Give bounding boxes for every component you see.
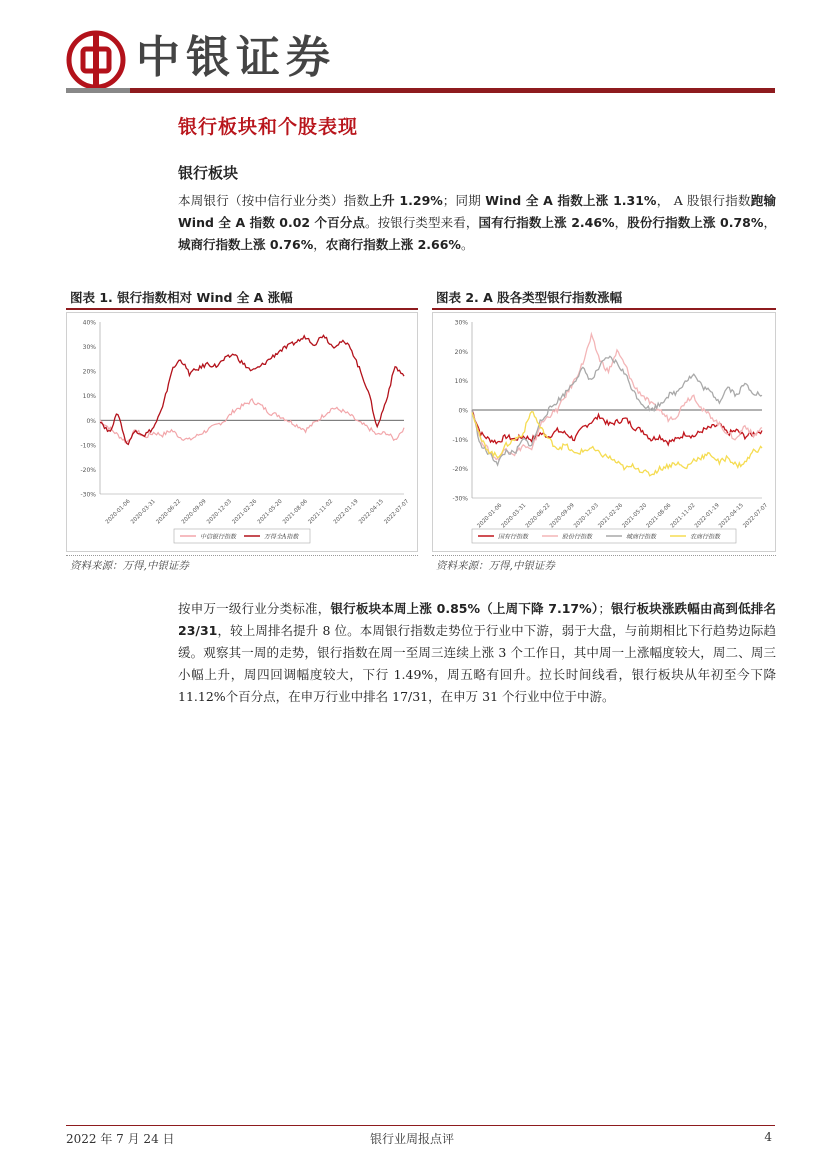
x-tick-label: 2020-12-03 [206,498,233,526]
x-tick-label: 2021-11-02 [307,498,335,526]
series-line [100,399,404,443]
brand-name: 中银证券 [136,32,336,83]
bank-of-china-logo-icon [66,30,126,90]
figure1-source: 资料来源：万得,中银证券 [70,560,189,572]
figure1-bottom-rule [66,555,418,556]
x-tick-label: 2022-07-07 [383,498,411,526]
figure2-title: 图表 2. A 股各类型银行指数涨幅 [436,290,623,305]
y-tick-label: -30% [452,495,468,503]
x-tick-label: 2022-01-19 [332,498,360,526]
x-tick-label: 2021-11-02 [669,502,697,530]
y-tick-label: 10% [82,393,96,401]
paragraph1-segment: ， [313,237,326,252]
y-tick-label: 10% [454,378,468,386]
series-line [472,356,762,465]
x-tick-label: 2020-06-22 [155,498,183,526]
legend-label: 中信银行指数 [200,533,237,541]
paragraph1-segment: 跑输 Wind 全 A 指数 0.02 个百分点 [178,193,776,230]
paragraph1-segment: ；同期 [442,193,486,208]
chart-bank-types [432,312,776,552]
x-tick-label: 2022-04-15 [718,502,745,530]
x-tick-label: 2021-08-06 [645,502,673,530]
series-line [472,412,762,476]
footer-rule [66,1125,775,1126]
legend-label: 国有行指数 [498,533,529,541]
y-tick-label: 30% [82,344,96,352]
y-tick-label: 40% [82,319,96,327]
figure1-title: 图表 1. 银行指数相对 Wind 全 A 涨幅 [70,290,293,305]
x-tick-label: 2021-02-26 [597,502,625,530]
paragraph-sector-ranking [178,598,776,708]
y-tick-label: -10% [452,436,468,444]
y-tick-label: -20% [80,466,96,474]
footer-report-title: 银行业周报点评 [370,1132,455,1146]
page-number: 4 [764,1130,772,1144]
footer-date: 2022 年 7 月 24 日 [66,1132,175,1146]
sub-title: 银行板块 [178,164,239,182]
legend-label: 城商行指数 [626,533,657,541]
paragraph2-segment: 银行板块涨跌幅由高到低排名 23/31 [178,601,776,638]
paragraph1-segment: 股份行指数上涨 0.78% [627,215,764,230]
section-title: 银行板块和个股表现 [178,116,359,138]
x-tick-label: 2020-01-06 [104,498,132,526]
paragraph1-segment: 城商行指数上涨 0.76% [178,237,314,252]
figure2-bottom-rule [432,555,776,556]
paragraph1-segment: 本周银行（按中信行业分类）指数 [178,193,370,208]
x-tick-label: 2020-12-03 [573,502,600,530]
paragraph1-segment: Wind 全 A 指数上涨 1.31% [485,193,657,208]
y-tick-label: -10% [80,442,96,450]
x-tick-label: 2020-01-06 [476,502,504,530]
series-line [100,335,404,444]
x-tick-label: 2021-05-20 [621,502,649,530]
x-tick-label: 2020-03-31 [130,498,157,526]
paragraph1-segment: 农商行指数上涨 2.66% [325,237,461,252]
paragraph1-segment: ， [614,215,628,230]
paragraph1-segment: ， A 股银行指数 [656,193,751,208]
y-tick-label: 20% [82,368,96,376]
paragraph1-segment: 。 [460,237,474,252]
x-tick-label: 2020-09-09 [180,498,208,526]
chart-bank-vs-wind [66,312,418,552]
y-tick-label: 0% [458,407,468,415]
paragraph2-segment: 按申万一级行业分类标准， [178,601,331,616]
x-tick-label: 2021-02-26 [231,498,259,526]
header-rule [66,88,775,93]
y-tick-label: 20% [454,348,468,356]
x-tick-label: 2022-04-15 [358,498,385,526]
figure2-rule [432,308,776,310]
x-tick-label: 2021-08-06 [282,498,309,526]
x-tick-label: 2021-05-20 [256,498,284,526]
paragraph1-segment: ， [763,215,776,230]
x-tick-label: 2020-06-22 [524,502,552,530]
y-tick-label: -30% [80,491,96,499]
y-tick-label: -20% [452,466,468,474]
x-tick-label: 2020-09-09 [548,502,576,530]
paragraph2-segment: 银行板块本周上涨 0.85%（上周下降 7.17%） [330,601,599,616]
x-tick-label: 2020-03-31 [500,502,528,530]
y-tick-label: 0% [86,417,96,425]
legend-label: 农商行指数 [690,533,721,541]
x-tick-label: 2022-07-07 [742,502,770,530]
legend-label: 股份行指数 [562,533,593,541]
figure1-rule [66,308,418,310]
paragraph2-segment: ； [598,601,611,616]
figure2-source: 资料来源：万得,中银证券 [436,560,555,572]
paragraph1-segment: 国有行指数上涨 2.46% [478,215,615,230]
legend-label: 万得全A指数 [264,533,299,541]
y-tick-label: 30% [454,319,468,327]
x-tick-label: 2022-01-19 [693,502,721,530]
paragraph1-segment: 。按银行类型来看， [365,215,479,230]
paragraph1-segment: 上升 1.29% [369,193,443,208]
paragraph-bank-summary [178,190,776,256]
series-line [472,334,762,460]
paragraph2-segment: ，较上周排名提升 8 位。本周银行指数走势位于行业中下游，弱于大盘，与前期相比下行趋势边际趋缓。观察其一周的走势，银行指数在周一至周三连续上涨 3 个工作日，其中周一上涨幅度较大，周二、周三小幅上升，周四回调幅度较大，下行 1.49%，周五略有回升。拉长时间线看，银行板块从年初至今下降 11.12%个百分点，在申万行业中排名 17/31，在申万 31 个行业中位于中游。 [178,623,776,704]
